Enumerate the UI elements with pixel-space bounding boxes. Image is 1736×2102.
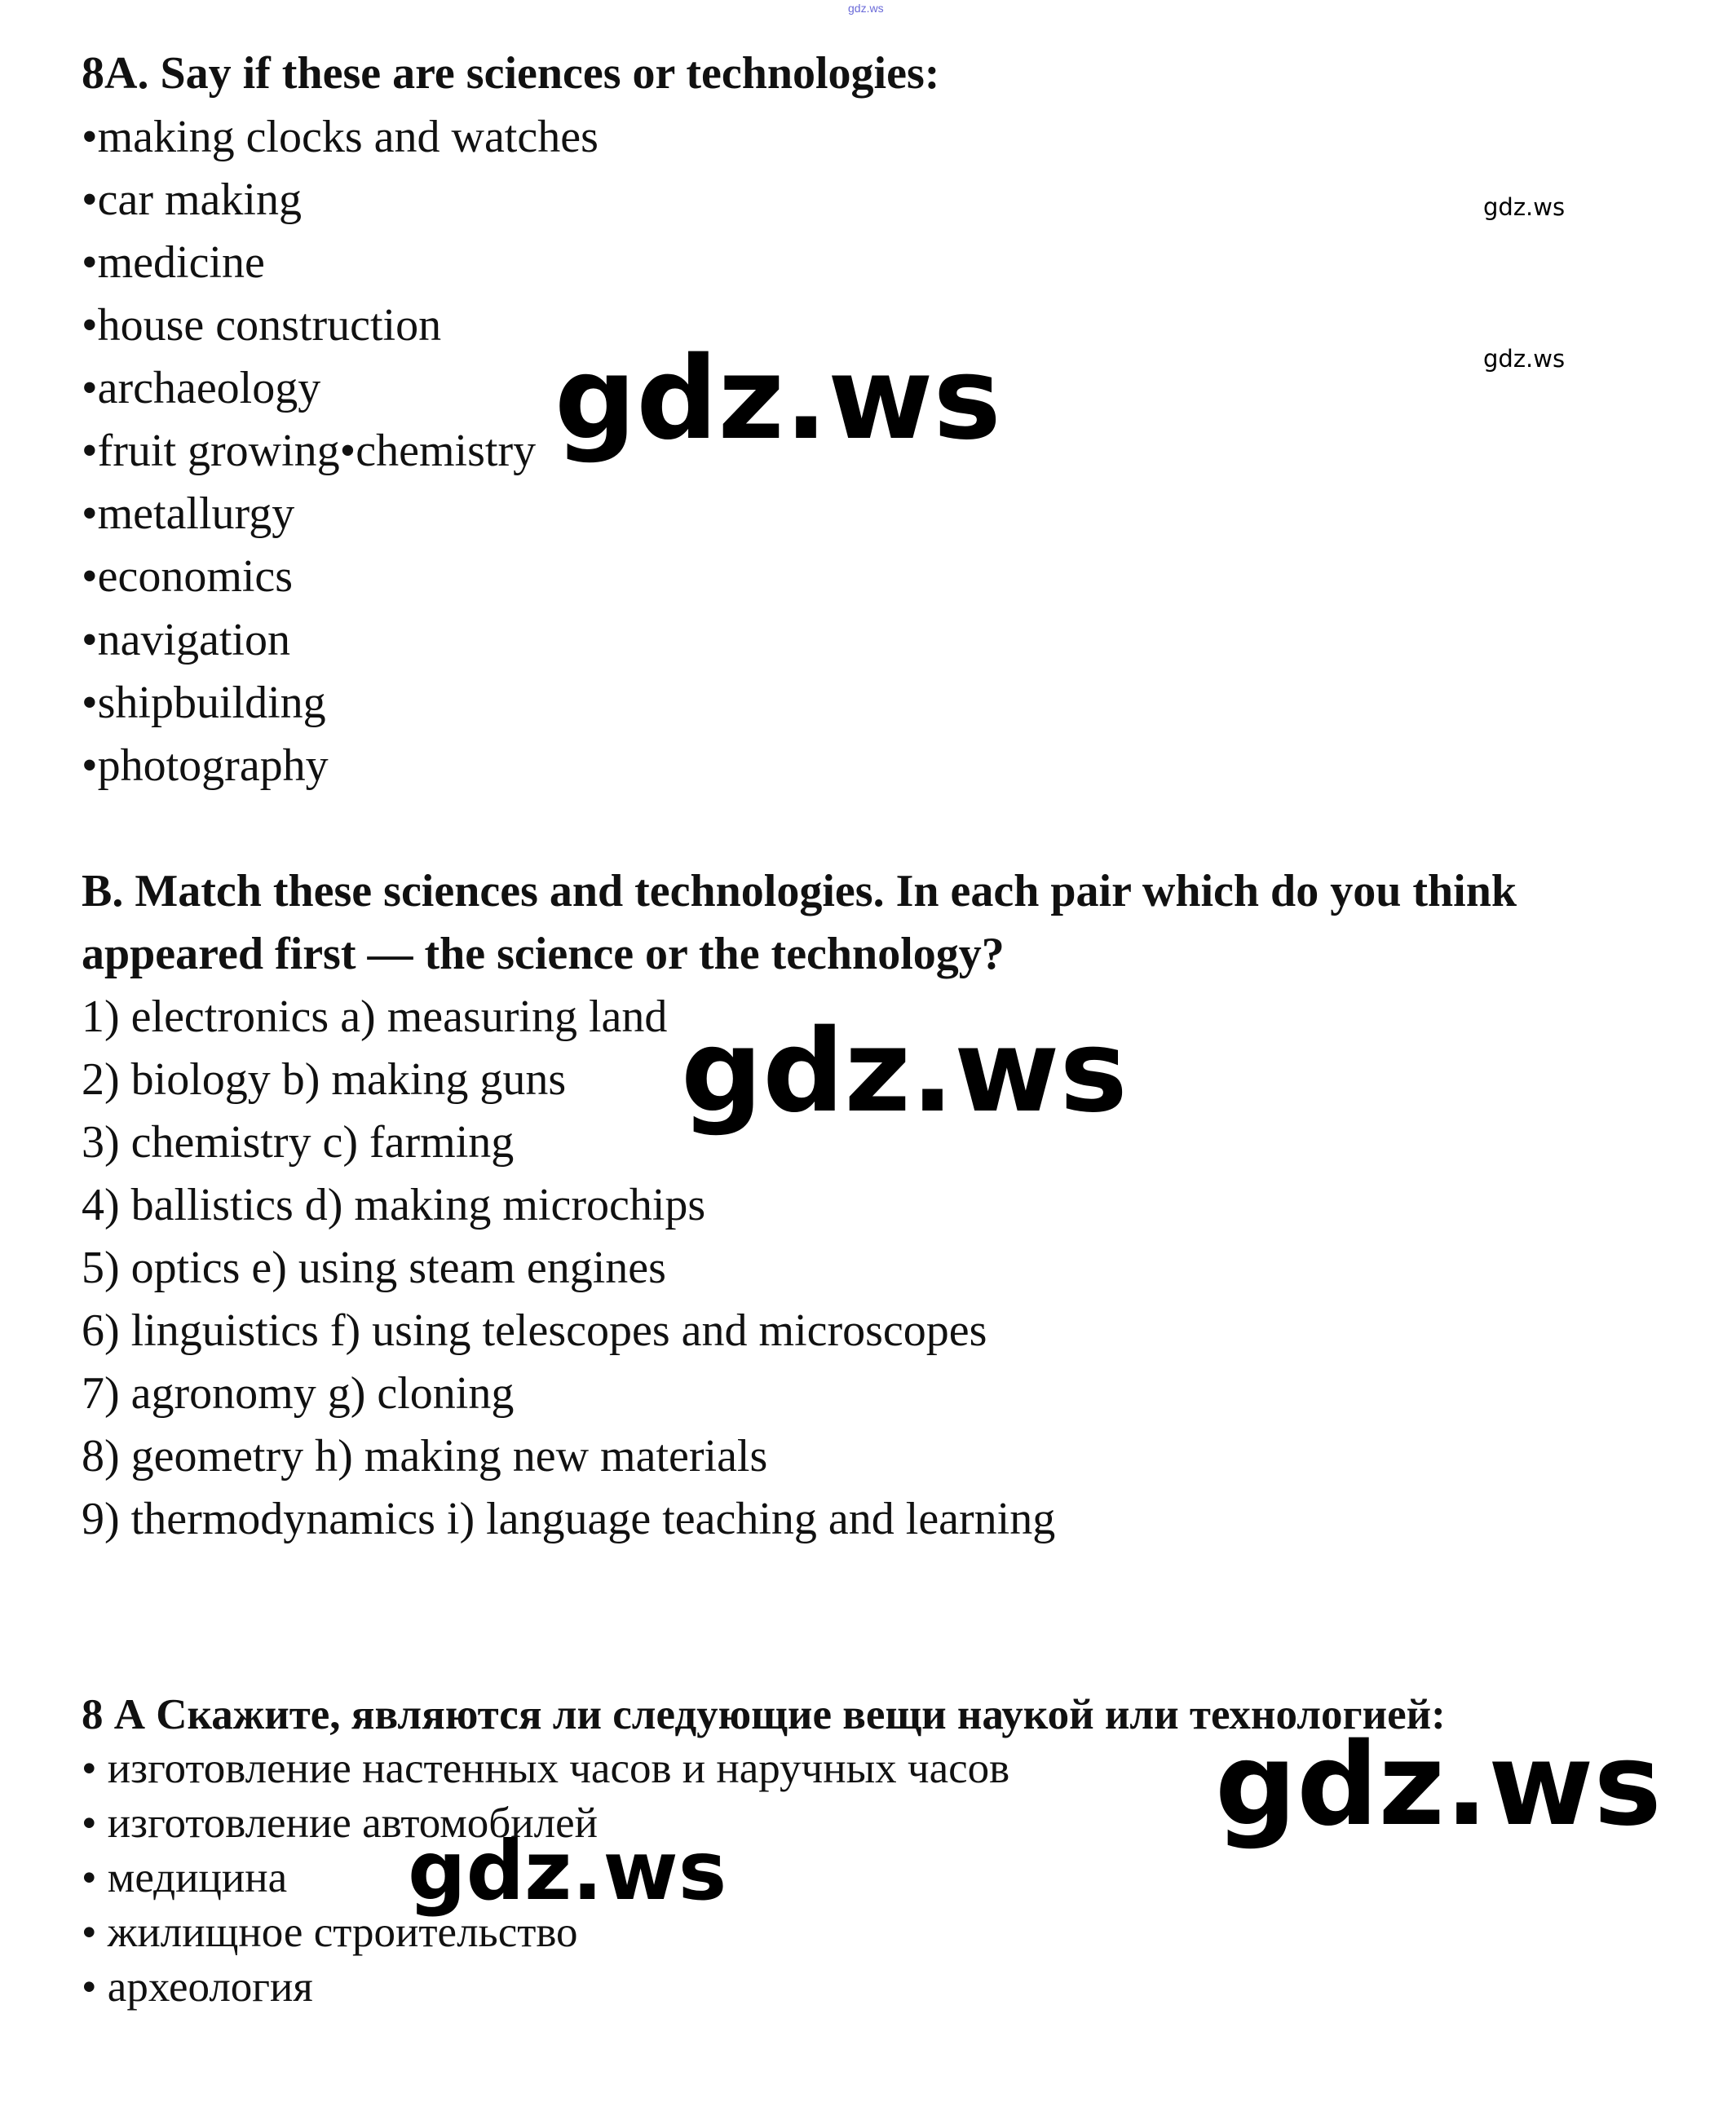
watermark-small: gdz.ws bbox=[1483, 345, 1566, 373]
list-item: •photography bbox=[82, 740, 329, 791]
list-item: 4) ballistics d) making microchips bbox=[82, 1180, 706, 1230]
list-item: 9) thermodynamics i) language teaching and learning bbox=[82, 1494, 1056, 1544]
list-item: •economics bbox=[82, 551, 294, 602]
section-b-title-line2: appeared first — the science or the technology? bbox=[82, 929, 1005, 979]
list-item: • изготовление автомобилей bbox=[82, 1800, 598, 1847]
watermark-large: gdz.ws bbox=[408, 1823, 727, 1919]
list-item: 3) chemistry c) farming bbox=[82, 1117, 515, 1168]
list-item: •shipbuilding bbox=[82, 678, 326, 728]
watermark-large: gdz.ws bbox=[554, 333, 1001, 466]
list-item: • изготовление настенных часов и наручных часов bbox=[82, 1745, 1010, 1792]
list-item: 1) electronics a) measuring land bbox=[82, 991, 668, 1042]
watermark-large: gdz.ws bbox=[1215, 1719, 1662, 1852]
list-item: •car making bbox=[82, 174, 302, 225]
header-watermark: gdz.ws bbox=[848, 2, 884, 15]
list-item: 8) geometry h) making new materials bbox=[82, 1431, 768, 1482]
list-item: 5) optics e) using steam engines bbox=[82, 1243, 666, 1293]
list-item: •fruit growing•chemistry bbox=[82, 426, 537, 476]
list-item: 6) linguistics f) using telescopes and microscopes bbox=[82, 1305, 987, 1356]
section-ru-title: 8 А Скажите, являются ли следующие вещи наукой или технологией: bbox=[82, 1691, 1446, 1738]
list-item: •navigation bbox=[82, 615, 290, 665]
watermark-small: gdz.ws bbox=[1483, 193, 1566, 221]
section-a-title: 8A. Say if these are sciences or technologies: bbox=[82, 48, 940, 99]
list-item: • археология bbox=[82, 1963, 313, 2011]
list-item: • жилищное строительство bbox=[82, 1909, 578, 1956]
list-item: •metallurgy bbox=[82, 488, 295, 539]
list-item: •making clocks and watches bbox=[82, 112, 599, 162]
list-item: •house construction bbox=[82, 300, 442, 351]
section-b-title-line1: B. Match these sciences and technologies. In each pair which do you think bbox=[82, 866, 1517, 916]
list-item: 2) biology b) making guns bbox=[82, 1054, 567, 1105]
list-item: •medicine bbox=[82, 237, 265, 288]
list-item: 7) agronomy g) cloning bbox=[82, 1368, 515, 1419]
list-item: •archaeology bbox=[82, 363, 321, 413]
list-item: • медицина bbox=[82, 1854, 288, 1901]
watermark-large: gdz.ws bbox=[681, 1005, 1128, 1138]
